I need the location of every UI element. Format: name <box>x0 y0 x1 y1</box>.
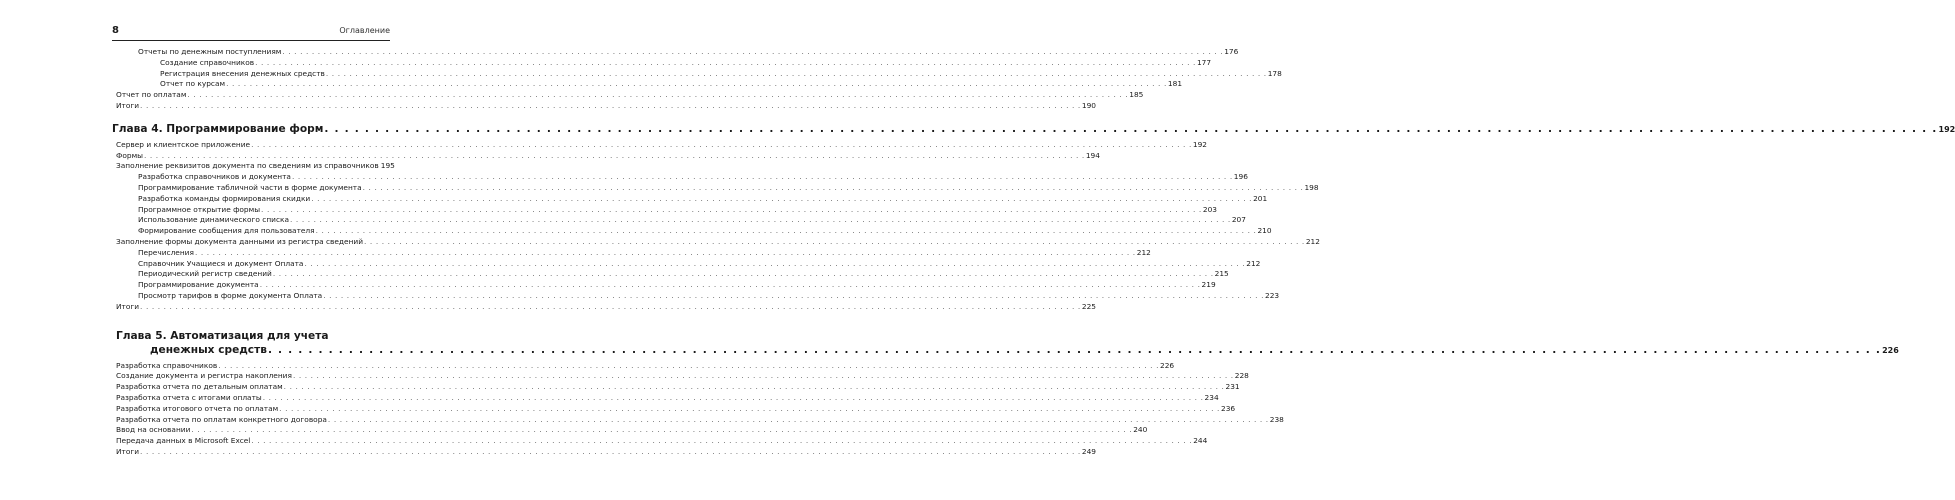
toc-entry <box>112 403 1236 415</box>
chapter-title-line1: Глава 5. Автоматизация для учета <box>116 329 329 342</box>
toc-entry-page: 192 <box>1192 139 1208 149</box>
toc-entry-page: 177 <box>1196 57 1212 67</box>
toc-entry-title: Формирование сообщения для пользователя <box>138 226 315 236</box>
toc-entry-title: Периодический регистр сведений <box>138 269 272 279</box>
toc-entry-page: 236 <box>1221 403 1236 413</box>
leader-dots: . . . . . . . . . . . . . . . . . . . . . . . . . . . . . . . . . . . . . . . . . . . . . . . . . . . . . . . . . . . . . . . . . . . . . . . . . . . . . . . . . . . . . . . . . . . . . . . . . . . . . . . . . . . . . . . . . . . . . . . . . . . . . . . . . . . . . . . . . . . . . . . . . . . . . . . . . . . . . . . . <box>311 193 1253 203</box>
leader-dots: . . . . . . . . . . . . . . . . . . . . . . . . . . . . . . . . . . . . . . . . . . . . . . . . . . . . . . . . . . . . . . . . . . . . . . . . . . . . . . . . . . . . . . . . . . . . . . . . . . . . . . . . . . . . . . . . . . . . . . . . . . . . . . . . . . . . . . . . . . . . . . . . . . . . . . . . . . . . . . . . <box>327 414 1269 424</box>
toc-entry-title: Отчет по курсам <box>160 79 226 89</box>
toc-entry-title: Регистрация внесения денежных средств <box>160 68 325 78</box>
toc-entry-page: 212 <box>1136 247 1151 257</box>
toc-entry-page: 194 <box>1085 150 1100 160</box>
toc-entry <box>112 382 1240 393</box>
toc-entry-title: Заполнение формы документа данными из регистра сведений <box>116 236 364 246</box>
toc-entry <box>112 360 1175 372</box>
toc-entry <box>112 280 1216 291</box>
toc-entry-title: Разработка отчета по детальным оплатам <box>116 382 283 392</box>
toc-entry-title: Программирование документа <box>138 280 259 290</box>
toc-entry-title: Сервер и клиентское приложение <box>116 139 251 149</box>
toc-entry-page: 178 <box>1267 68 1282 78</box>
toc-entry <box>112 204 1217 216</box>
toc-entry-title: Итоги <box>116 446 140 456</box>
page-number: 8 <box>112 25 119 36</box>
toc-entry <box>112 139 1208 151</box>
toc-entry-page: 201 <box>1253 193 1268 203</box>
toc-entry <box>112 90 1144 101</box>
leader-dots: . . . . . . . . . . . . . . . . . . . . . . . . . . . . . . . . . . . . . . . . . . . . . . . . . . . . . . . . . . . . . . . . . . . . . . . . . . . . . . . . . . . . . . . . . . . . . . . . . . . . . . . . . . . . . . . . . . . . . . . . . . . . . . . . . . . . . . . . . . . . . . . . . . . . . . . . . . . . . . . . <box>259 280 1201 290</box>
toc-entry-title: Создание документа и регистра накопления <box>116 371 292 381</box>
toc-entry-page: 234 <box>1204 392 1219 402</box>
toc-entry-page: 203 <box>1202 204 1217 214</box>
toc-entry <box>112 172 1248 183</box>
toc-entry-title: Заполнение реквизитов документа по сведениям из справочников <box>116 161 379 171</box>
toc-entry <box>112 161 395 172</box>
leader-dots: . . . . . . . . . . . . . . . . . . . . . . . . . . . . . . . . . . . . . . . . . . . . . . . . . . . . . . . . . . . . . . . . . . . . . . . . . . . . . . . . . . . . . . . . . . . . . . . . . . . . . . . . . . . . . . . . . . . . . . . . . . . . . . . . . . . . . . . . . . . . . . . . . . . . . . . . . . . . . . . . <box>324 122 1938 135</box>
leader-dots: . . . . . . . . . . . . . . . . . . . . . . . . . . . . . . . . . . . . . . . . . . . . . . . . . . . . . . . . . . . . . . . . . . . . . . . . . . . . . . . . . . . . . . . . . . . . . . . . . . . . . . . . . . . . . . . . . . . . . . . . . . . . . . . . . . . . . . . . . . . . . . . . . . . . . . . . . . . . . . . . <box>290 215 1231 225</box>
toc-entry <box>112 215 1246 226</box>
leader-dots: . . . . . . . . . . . . . . . . . . . . . . . . . . . . . . . . . . . . . . . . . . . . . . . . . . . . . . . . . . . . . . . . . . . . . . . . . . . . . . . . . . . . . . . . . . . . . . . . . . . . . . . . . . . . . . . . . . . . . . . . . . . . . . . . . . . . . . . . . . . . . . . . . . . . . . . . . . . . . . . . <box>362 182 1304 192</box>
toc-entry-title: Итоги <box>116 301 140 311</box>
toc-entry <box>112 193 1268 205</box>
toc-entry-title: Программирование табличной части в форме документа <box>138 182 362 192</box>
toc-entry-page: 219 <box>1201 280 1216 290</box>
leader-dots: . . . . . . . . . . . . . . . . . . . . . . . . . . . . . . . . . . . . . . . . . . . . . . . . . . . . . . . . . . . . . . . . . . . . . . . . . . . . . . . . . . . . . . . . . . . . . . . . . . . . . . . . . . . . . . . . . . . . . . . . . . . . . . . . . . . . . . . . . . . . . . . . . . . . . . . . . . . . . . . . <box>187 90 1129 100</box>
toc-entry-title: Разработка команды формирования скидки <box>138 193 311 203</box>
toc-entry-title: Ввод на основании <box>116 425 191 435</box>
leader-dots: . . . . . . . . . . . . . . . . . . . . . . . . . . . . . . . . . . . . . . . . . . . . . . . . . . . . . . . . . . . . . . . . . . . . . . . . . . . . . . . . . . . . . . . . . . . . . . . . . . . . . . . . . . . . . . . . . . . . . . . . . . . . . . . . . . . . . . . . . . . . . . . . . . . . . . . . . . . . . . . . <box>323 290 1265 300</box>
toc-entry-title: Перечисления <box>138 247 194 257</box>
table-of-contents <box>112 47 1955 458</box>
toc-entry-title: Разработка справочников и документа <box>138 172 291 182</box>
toc-entry <box>112 371 1249 382</box>
toc-entry-page: 212 <box>1246 258 1261 268</box>
toc-entry-page: 240 <box>1133 425 1148 435</box>
toc-entry-title: Отчеты по денежным поступлениям <box>138 47 282 56</box>
toc-entry <box>112 392 1219 404</box>
toc-entry <box>112 425 1148 436</box>
leader-dots: . . . . . . . . . . . . . . . . . . . . . . . . . . . . . . . . . . . . . . . . . . . . . . . . . . . . . . . . . . . . . . . . . . . . . . . . . . . . . . . . . . . . . . . . . . . . . . . . . . . . . . . . . . . . . . . . . . . . . . . . . . . . . . . . . . . . . . . . . . . . . . . . . . . . . . . . . . . . . . . . <box>267 343 1882 356</box>
toc-entry <box>112 236 1320 248</box>
chapter-title-line2: денежных средств <box>150 343 267 356</box>
toc-entry <box>112 301 1096 313</box>
toc-entry-page: 185 <box>1129 90 1144 100</box>
toc-entry-page: 223 <box>1265 290 1280 300</box>
leader-dots: . . . . . . . . . . . . . . . . . . . . . . . . . . . . . . . . . . . . . . . . . . . . . . . . . . . . . . . . . . . . . . . . . . . . . . . . . . . . . . . . . . . . . . . . . . . . . . . . . . . . . . . . . . . . . . . . . . . . . . . . . . . . . . . . . . . . . . . . . . . . . . . . . . . . . . . . . . . . . . . . <box>292 371 1234 381</box>
toc-entry-title: Отчет по оплатам <box>116 90 187 100</box>
toc-entry-title: Передача данных в Microsoft Excel <box>116 436 251 446</box>
toc-entry-page: 198 <box>1304 182 1319 192</box>
leader-dots: . . . . . . . . . . . . . . . . . . . . . . . . . . . . . . . . . . . . . . . . . . . . . . . . . . . . . . . . . . . . . . . . . . . . . . . . . . . . . . . . . . . . . . . . . . . . . . . . . . . . . . . . . . . . . . . . . . . . . . . . . . . . . . . . . . . . . . . . . . . . . . . . . . . . . . . . . . . . . . . . <box>226 79 1167 89</box>
toc-entry-page: 190 <box>1081 100 1096 110</box>
toc-entry <box>112 446 1096 458</box>
leader-dots: . . . . . . . . . . . . . . . . . . . . . . . . . . . . . . . . . . . . . . . . . . . . . . . . . . . . . . . . . . . . . . . . . . . . . . . . . . . . . . . . . . . . . . . . . . . . . . . . . . . . . . . . . . . . . . . . . . . . . . . . . . . . . . . . . . . . . . . . . . . . . . . . . . . . . . . . . . . . . . . . <box>283 382 1225 392</box>
toc-entry-page: 226 <box>1160 360 1175 370</box>
toc-entry-page: 195 <box>380 161 395 171</box>
toc-entry-title: Разработка отчета по оплатам конкретного договора <box>116 414 327 424</box>
leader-dots: . . . . . . . . . . . . . . . . . . . . . . . . . . . . . . . . . . . . . . . . . . . . . . . . . . . . . . . . . . . . . . . . . . . . . . . . . . . . . . . . . . . . . . . . . . . . . . . . . . . . . . . . . . . . . . . . . . . . . . . . . . . . . . . . . . . . . . . . . . . . . . . . . . . . . . . . . . . . . . . . <box>140 100 1081 110</box>
leader-dots: . . . . . . . . . . . . . . . . . . . . . . . . . . . . . . . . . . . . . . . . . . . . . . . . . . . . . . . . . . . . . . . . . . . . . . . . . . . . . . . . . . . . . . . . . . . . . . . . . . . . . . . . . . . . . . . . . . . . . . . . . . . . . . . . . . . . . . . . . . . . . . . . . . . . . . . . . . . . . . . . <box>262 392 1204 402</box>
toc-entry-page: 249 <box>1081 446 1096 456</box>
leader-dots: . . . . . . . . . . . . . . . . . . . . . . . . . . . . . . . . . . . . . . . . . . . . . . . . . . . . . . . . . . . . . . . . . . . . . . . . . . . . . . . . . . . . . . . . . . . . . . . . . . . . . . . . . . . . . . . . . . . . . . . . . . . . . . . . . . . . . . . . . . . . . . . . . . . . . . . . . . . . . . . . <box>251 139 1192 149</box>
toc-entry-page: 212 <box>1305 236 1320 246</box>
leader-dots: . . . . . . . . . . . . . . . . . . . . . . . . . . . . . . . . . . . . . . . . . . . . . . . . . . . . . . . . . . . . . . . . . . . . . . . . . . . . . . . . . . . . . . . . . . . . . . . . . . . . . . . . . . . . . . . . . . . . . . . . . . . . . . . . . . . . . . . . . . . . . . . . . . . . . . . . . . . . . . . . <box>218 360 1160 370</box>
toc-entry <box>112 247 1151 259</box>
toc-entry <box>112 68 1282 80</box>
leader-dots: . . . . . . . . . . . . . . . . . . . . . . . . . . . . . . . . . . . . . . . . . . . . . . . . . . . . . . . . . . . . . . . . . . . . . . . . . . . . . . . . . . . . . . . . . . . . . . . . . . . . . . . . . . . . . . . . . . . . . . . . . . . . . . . . . . . . . . . . . . . . . . . . . . . . . . . . . . . . . . . . <box>140 446 1081 456</box>
leader-dots: . . . . . . . . . . . . . . . . . . . . . . . . . . . . . . . . . . . . . . . . . . . . . . . . . . . . . . . . . . . . . . . . . . . . . . . . . . . . . . . . . . . . . . . . . . . . . . . . . . . . . . . . . . . . . . . . . . . . . . . . . . . . . . . . . . . . . . . . . . . . . . . . . . . . . . . . . . . . . . . . <box>304 258 1246 268</box>
leader-dots: . . . . . . . . . . . . . . . . . . . . . . . . . . . . . . . . . . . . . . . . . . . . . . . . . . . . . . . . . . . . . . . . . . . . . . . . . . . . . . . . . . . . . . . . . . . . . . . . . . . . . . . . . . . . . . . . . . . . . . . . . . . . . . . . . . . . . . . . . . . . . . . . . . . . . . . . . . . . . . . . <box>194 247 1136 257</box>
toc-entry <box>112 258 1261 270</box>
chapter-title: Глава 4. Программирование форм <box>112 122 324 135</box>
toc-entry <box>112 269 1229 280</box>
toc-entry <box>112 150 1100 162</box>
toc-entry-title: Формы <box>116 150 143 160</box>
chapter-5-heading <box>112 329 1899 358</box>
leader-dots: . . . . . . . . . . . . . . . . . . . . . . . . . . . . . . . . . . . . . . . . . . . . . . . . . . . . . . . . . . . . . . . . . . . . . . . . . . . . . . . . . . . . . . . . . . . . . . . . . . . . . . . . . . . . . . . . . . . . . . . . . . . . . . . . . . . . . . . . . . . . . . . . . . . . . . . . . . . . . . . . <box>255 57 1196 67</box>
running-title: Оглавление <box>339 26 390 35</box>
leader-dots: . . . . . . . . . . . . . . . . . . . . . . . . . . . . . . . . . . . . . . . . . . . . . . . . . . . . . . . . . . . . . . . . . . . . . . . . . . . . . . . . . . . . . . . . . . . . . . . . . . . . . . . . . . . . . . . . . . . . . . . . . . . . . . . . . . . . . . . . . . . . . . . . . . . . . . . . . . . . . . . . <box>364 236 1305 246</box>
toc-entry-title: Создание справочников <box>160 57 255 67</box>
chapter-page: 226 <box>1882 345 1899 355</box>
toc-entry-title: Разработка итогового отчета по оплатам <box>116 403 279 413</box>
toc-entry-title: Справочник Учащиеся и документ Оплата <box>138 258 304 268</box>
toc-entry-page: 210 <box>1257 226 1272 236</box>
toc-entry-title: Использование динамического списка <box>138 215 290 225</box>
toc-entry <box>112 100 1096 112</box>
toc-entry <box>112 290 1280 302</box>
toc-entry <box>112 414 1284 426</box>
toc-entry-page: 207 <box>1231 215 1246 225</box>
leader-dots: . . . . . . . . . . . . . . . . . . . . . . . . . . . . . . . . . . . . . . . . . . . . . . . . . . . . . . . . . . . . . . . . . . . . . . . . . . . . . . . . . . . . . . . . . . . . . . . . . . . . . . . . . . . . . . . . . . . . . . . . . . . . . . . . . . . . . . . . . . . . . . . . . . . . . . . . . . . . . . . . <box>282 47 1224 56</box>
leader-dots: . . . . . . . . . . . . . . . . . . . . . . . . . . . . . . . . . . . . . . . . . . . . . . . . . . . . . . . . . . . . . . . . . . . . . . . . . . . . . . . . . . . . . . . . . . . . . . . . . . . . . . . . . . . . . . . . . . . . . . . . . . . . . . . . . . . . . . . . . . . . . . . . . . . . . . . . . . . . . . . . <box>261 204 1202 214</box>
toc-entry-page: 244 <box>1193 436 1208 446</box>
toc-entry-page: 228 <box>1234 371 1249 381</box>
toc-top-list <box>112 47 1282 112</box>
leader-dots: . . . . . . . . . . . . . . . . . . . . . . . . . . . . . . . . . . . . . . . . . . . . . . . . . . . . . . . . . . . . . . . . . . . . . . . . . . . . . . . . . . . . . . . . . . . . . . . . . . . . . . . . . . . . . . . . . . . . . . . . . . . . . . . . . . . . . . . . . . . . . . . . . . . . . . . . . . . . . . . . <box>315 226 1257 236</box>
chapter-title-line2-row <box>112 343 1899 358</box>
toc-entry-page: 225 <box>1081 301 1096 311</box>
toc-entry-page: 215 <box>1214 269 1229 279</box>
toc-entry <box>112 436 1208 447</box>
toc-entry <box>112 47 1239 58</box>
chapter-5-list <box>112 360 1284 458</box>
leader-dots: . . . . . . . . . . . . . . . . . . . . . . . . . . . . . . . . . . . . . . . . . . . . . . . . . . . . . . . . . . . . . . . . . . . . . . . . . . . . . . . . . . . . . . . . . . . . . . . . . . . . . . . . . . . . . . . . . . . . . . . . . . . . . . . . . . . . . . . . . . . . . . . . . . . . . . . . . . . . . . . . <box>279 403 1220 413</box>
toc-entry-page: 231 <box>1225 382 1240 392</box>
leader-dots: . . . . . . . . . . . . . . . . . . . . . . . . . . . . . . . . . . . . . . . . . . . . . . . . . . . . . . . . . . . . . . . . . . . . . . . . . . . . . . . . . . . . . . . . . . . . . . . . . . . . . . . . . . . . . . . . . . . . . . . . . . . . . . . . . . . . . . . . . . . . . . . . . . . . . . . . . . . . . . . . <box>140 301 1081 311</box>
toc-entry <box>112 57 1212 69</box>
toc-entry <box>112 226 1272 237</box>
toc-entry <box>112 79 1183 90</box>
toc-entry <box>112 182 1319 194</box>
leader-dots: . . . . . . . . . . . . . . . . . . . . . . . . . . . . . . . . . . . . . . . . . . . . . . . . . . . . . . . . . . . . . . . . . . . . . . . . . . . . . . . . . . . . . . . . . . . . . . . . . . . . . . . . . . . . . . . . . . . . . . . . . . . . . . . . . . . . . . . . . . . . . . . . . . . . . . . . . . . . . . . . <box>291 172 1233 182</box>
leader-dots: . . . . . . . . . . . . . . . . . . . . . . . . . . . . . . . . . . . . . . . . . . . . . . . . . . . . . . . . . . . . . . . . . . . . . . . . . . . . . . . . . . . . . . . . . . . . . . . . . . . . . . . . . . . . . . . . . . . . . . . . . . . . . . . . . . . . . . . . . . . . . . . . . . . . . . . . . . . . . . . . <box>191 425 1133 435</box>
toc-entry-title: Программное открытие формы <box>138 204 261 214</box>
toc-entry-title: Разработка отчета с итогами оплаты <box>116 392 262 402</box>
toc-entry-page: 238 <box>1269 414 1284 424</box>
chapter-4-heading <box>112 122 1955 137</box>
toc-entry-page: 176 <box>1224 47 1239 56</box>
toc-entry-title: Разработка справочников <box>116 360 218 370</box>
chapter-page: 192 <box>1938 124 1955 134</box>
chapter-4-list <box>112 139 1320 313</box>
header-rule <box>112 40 390 41</box>
leader-dots: . . . . . . . . . . . . . . . . . . . . . . . . . . . . . . . . . . . . . . . . . . . . . . . . . . . . . . . . . . . . . . . . . . . . . . . . . . . . . . . . . . . . . . . . . . . . . . . . . . . . . . . . . . . . . . . . . . . . . . . . . . . . . . . . . . . . . . . . . . . . . . . . . . . . . . . . . . . . . . . . <box>272 269 1214 279</box>
leader-dots: . . . . . . . . . . . . . . . . . . . . . . . . . . . . . . . . . . . . . . . . . . . . . . . . . . . . . . . . . . . . . . . . . . . . . . . . . . . . . . . . . . . . . . . . . . . . . . . . . . . . . . . . . . . . . . . . . . . . . . . . . . . . . . . . . . . . . . . . . . . . . . . . . . . . . . . . . . . . . . . . <box>325 68 1267 78</box>
leader-dots: . . . . . . . . . . . . . . . . . . . . . . . . . . . . . . . . . . . . . . . . . . . . . . . . . . . . . . . . . . . . . . . . . . . . . . . . . . . . . . . . . . . . . . . . . . . . . . . . . . . . . . . . . . . . . . . . . . . . . . . . . . . . . . . . . . . . . . . . . . . . . . . . . . . . . . . . . . . . . . . . <box>251 436 1193 446</box>
toc-entry-title: Итоги <box>116 100 140 110</box>
toc-entry-page: 196 <box>1233 172 1248 182</box>
toc-entry-title: Просмотр тарифов в форме документа Оплата <box>138 290 323 300</box>
toc-entry-page: 181 <box>1167 79 1183 89</box>
page-header <box>112 24 390 38</box>
leader-dots: . . . . . . . . . . . . . . . . . . . . . . . . . . . . . . . . . . . . . . . . . . . . . . . . . . . . . . . . . . . . . . . . . . . . . . . . . . . . . . . . . . . . . . . . . . . . . . . . . . . . . . . . . . . . . . . . . . . . . . . . . . . . . . . . . . . . . . . . . . . . . . . . . . . . . . . . . . . . . . . . <box>144 150 1085 160</box>
